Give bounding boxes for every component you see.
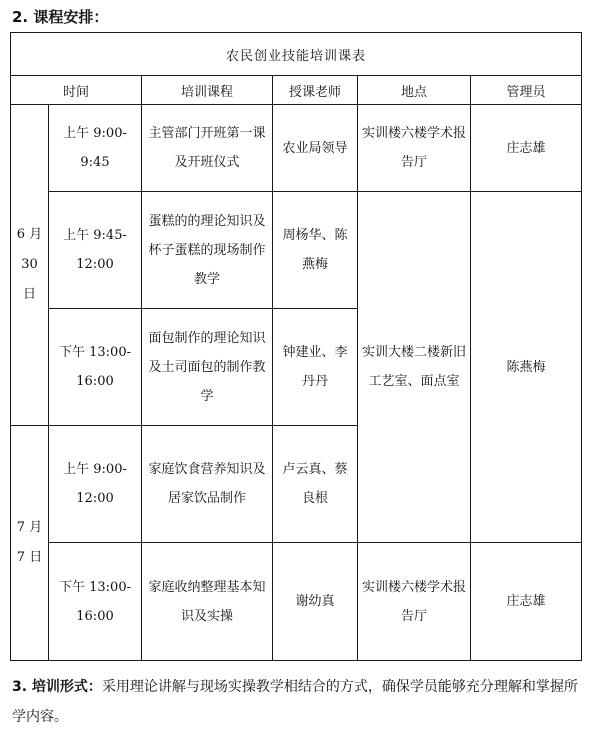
training-format-text: 采用理论讲解与现场实操教学相结合的方式，确保学员能够充分理解和掌握所学内容。 <box>12 679 578 725</box>
course-cell: 主管部门开班第一课及开班仪式 <box>142 105 273 192</box>
section-heading-schedule: 2. 课程安排： <box>12 8 109 26</box>
date-cell-june-30: 6 月 30 日 <box>11 105 49 426</box>
table-row <box>11 105 582 192</box>
header-admin: 管理员 <box>471 76 582 105</box>
location-cell: 实训楼六楼学术报告厅 <box>358 543 471 661</box>
header-time: 时间 <box>11 76 142 105</box>
time-cell: 上午 9:45-12:00 <box>49 192 142 309</box>
teacher-cell: 农业局领导 <box>273 105 358 192</box>
training-format-label: 3. 培训形式： <box>12 679 102 695</box>
training-format-paragraph <box>12 672 582 732</box>
teacher-cell: 周杨华、陈燕梅 <box>273 192 358 309</box>
time-cell: 下午 13:00-16:00 <box>49 309 142 426</box>
course-cell: 家庭饮食营养知识及居家饮品制作 <box>142 426 273 543</box>
admin-cell: 庄志雄 <box>471 543 582 661</box>
course-cell: 蛋糕的的理论知识及杯子蛋糕的现场制作教学 <box>142 192 273 309</box>
teacher-cell: 谢幼真 <box>273 543 358 661</box>
table-title: 农民创业技能培训课表 <box>11 33 582 76</box>
admin-cell: 陈燕梅 <box>471 192 582 543</box>
header-teacher: 授课老师 <box>273 76 358 105</box>
table-row <box>11 543 582 661</box>
time-cell: 上午 9:00-9:45 <box>49 105 142 192</box>
teacher-cell: 卢云真、蔡良根 <box>273 426 358 543</box>
location-cell: 实训楼六楼学术报告厅 <box>358 105 471 192</box>
date-cell-july-7: 7 月 7 日 <box>11 426 49 661</box>
training-schedule-table <box>10 32 582 661</box>
course-cell: 家庭收纳整理基本知识及实操 <box>142 543 273 661</box>
location-cell: 实训大楼二楼新旧工艺室、面点室 <box>358 192 471 543</box>
course-cell: 面包制作的理论知识及土司面包的制作教学 <box>142 309 273 426</box>
table-header-row <box>11 76 582 105</box>
time-cell: 下午 13:00-16:00 <box>49 543 142 661</box>
admin-cell: 庄志雄 <box>471 105 582 192</box>
teacher-cell: 钟建业、李丹丹 <box>273 309 358 426</box>
table-row <box>11 192 582 309</box>
time-cell: 上午 9:00-12:00 <box>49 426 142 543</box>
header-course: 培训课程 <box>142 76 273 105</box>
header-location: 地点 <box>358 76 471 105</box>
